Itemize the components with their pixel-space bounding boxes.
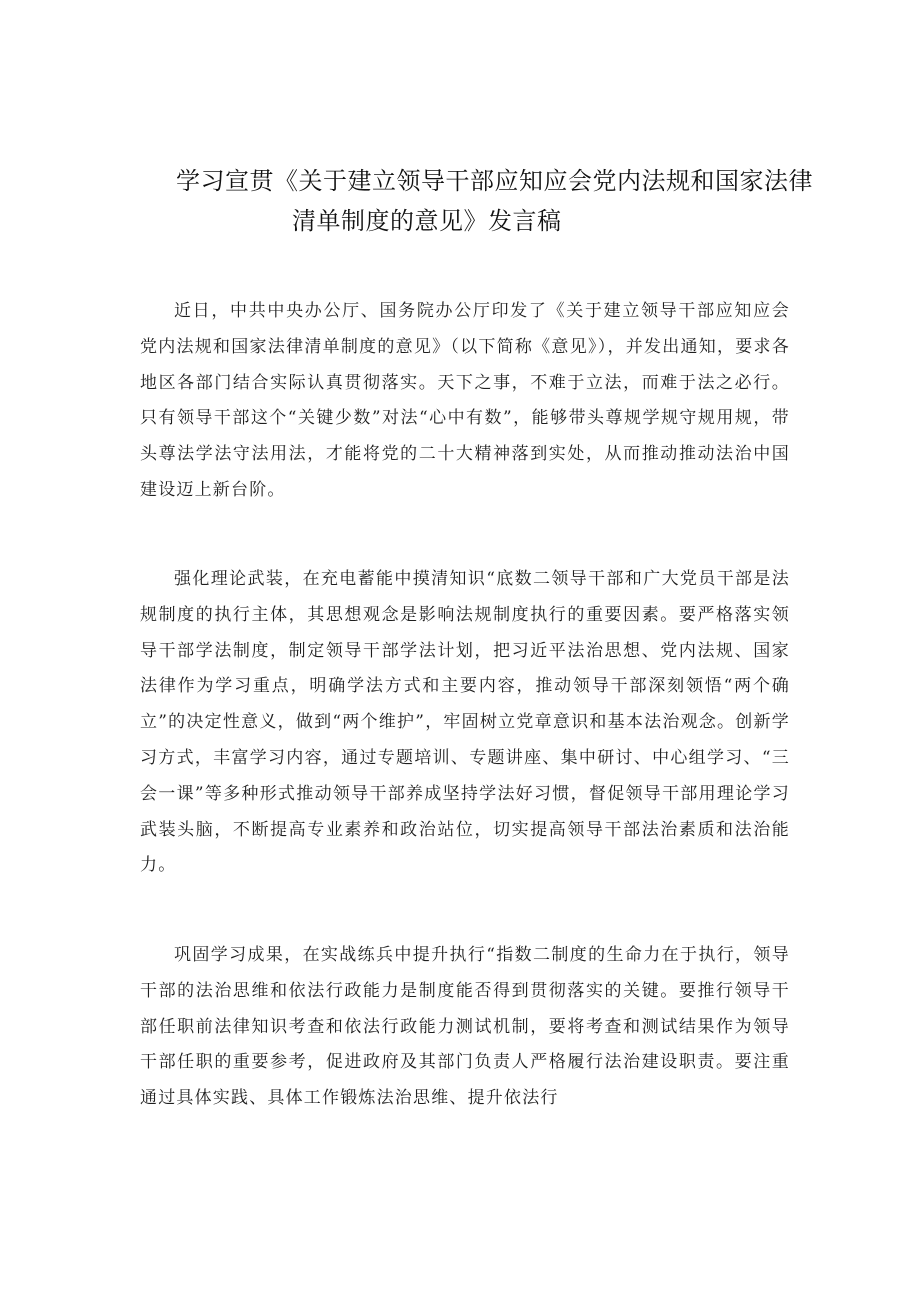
paragraph-theory-study: 强化理论武装，在充电蓄能中摸清知识“底数二领导干部和广大党员干部是法规制度的执行主体，其思想观念是影响法规制度执行的重要因素。要严格落实领导干部学法制度，制定领导干部学法计划，把习近平法治思想、党内法规、国家法律作为学习重点，明确学法方式和主要内容，推动领导干部深刻领悟“两个确立”的决定性意义，做到“两个维护”，牢固树立党章意识和基本法治观念。创新学习方式，丰富学习内容，通过专题培训、专题讲座、集中研讨、中心组学习、“三会一课”等多种形式推动领导干部养成坚持学法好习惯，督促领导干部用理论学习武装头脑，不断提高专业素养和政治站位，切实提高领导干部法治素质和法治能力。 (140, 569, 790, 876)
paragraph-practice: 巩固学习成果，在实战练兵中提升执行“指数二制度的生命力在于执行，领导干部的法治思维和依法行政能力是制度能否得到贯彻落实的关键。要推行领导干部任职前法律知识考查和依法行政能力测试机制，要将考查和测试结果作为领导干部任职的重要参考，促进政府及其部门负责人严格履行法治建设职责。要注重通过具体实践、具体工作锻炼法治思维、提升依法行 (140, 945, 790, 1109)
document-title-line-1: 学习宣贯《关于建立领导干部应知应会党内法规和国家法律 (176, 167, 813, 195)
paragraph-intro: 近日，中共中央办公厅、国务院办公厅印发了《关于建立领导干部应知应会党内法规和国家法律清单制度的意见》（以下简称《意见》），并发出通知，要求各地区各部门结合实际认真贯彻落实。天下之事，不难于立法，而难于法之必行。只有领导干部这个“关键少数”对法“心中有数”，能够带头尊规学规守规用规，带头尊法学法守法用法，才能将党的二十大精神落到实处，从而推动推动法治中国建设迈上新台阶。 (140, 301, 790, 500)
document-title-line-2: 清单制度的意见》发言稿 (292, 207, 562, 235)
